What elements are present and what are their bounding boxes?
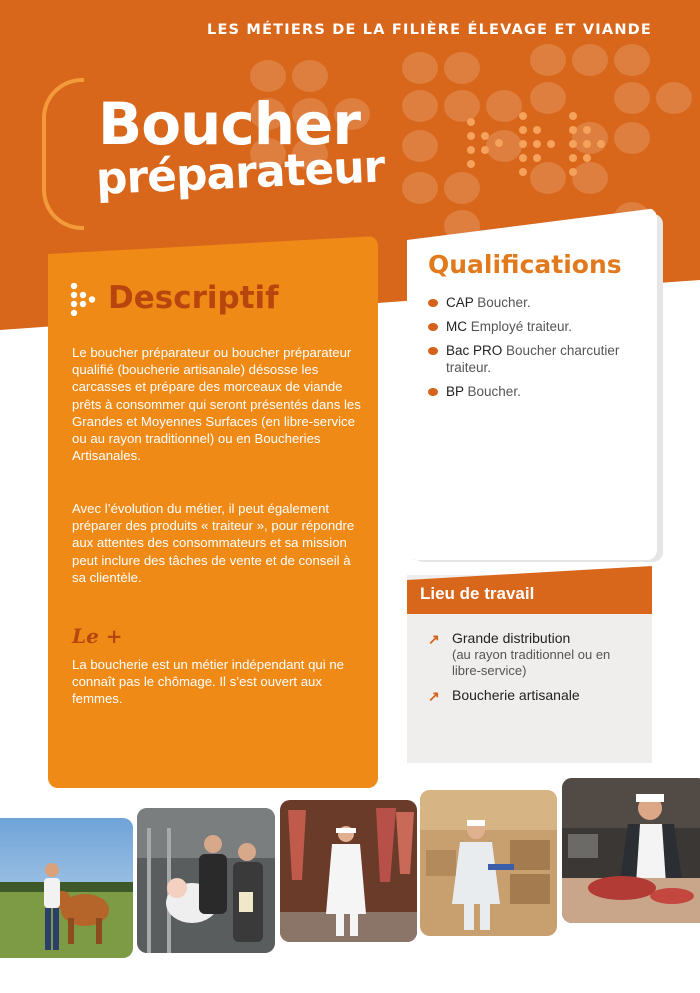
le-plus-text: La boucherie est un métier indépendant qui ne connaît pas le chômage. Il s’est ouvert aux femmes. bbox=[72, 657, 345, 707]
list-item: BP Boucher. bbox=[428, 383, 643, 400]
butcher-in-cold-room-photo bbox=[280, 800, 417, 942]
le-plus-label: Le + bbox=[72, 624, 123, 648]
arrow-icon: ↗ bbox=[428, 688, 440, 704]
title-bracket bbox=[42, 78, 84, 230]
list-item: MC Employé traiteur. bbox=[428, 318, 643, 335]
qualifications-list bbox=[428, 294, 643, 407]
descriptif-heading: Descriptif bbox=[108, 280, 279, 316]
list-item: Bac PRO Boucher charcutier traiteur. bbox=[428, 342, 643, 376]
bullet-icon bbox=[428, 323, 438, 331]
descriptif-paragraph-2: Avec l’évolution du métier, il peut également préparer des produits « traiteur », pour répondre aux attentes des consommateurs et sa mission peut inclure des tâches de vente et de conseil à sa clientèle. bbox=[72, 501, 355, 585]
list-item: ↗ Grande distribution (au rayon traditionnel ou en libre-service) bbox=[428, 630, 611, 678]
arrow-dots-icon bbox=[465, 112, 625, 182]
farmers-with-calf-photo bbox=[137, 808, 275, 953]
lieu-de-travail-list bbox=[428, 630, 638, 712]
arrow-dots-icon bbox=[70, 282, 96, 316]
list-item: ↗ Boucherie artisanale bbox=[428, 687, 580, 704]
page-title: Boucher bbox=[98, 90, 360, 158]
bullet-icon bbox=[428, 299, 438, 307]
descriptif-paragraph-1: Le boucher préparateur ou boucher préparateur qualifié (boucherie artisanale) désosse les carcasses et prépare des morceaux de viande prêts à consommer qui seront présentés dans les Grandes et Moyennes Surfaces (en libre-service ou au rayon traditionnel) ou en Boucheries Artisanales. bbox=[72, 345, 361, 464]
page-subtitle: préparateur bbox=[94, 141, 386, 205]
lieu-de-travail-heading: Lieu de travail bbox=[420, 584, 535, 603]
bullet-icon bbox=[428, 347, 438, 355]
bullet-icon bbox=[428, 388, 438, 396]
list-item: CAP Boucher. bbox=[428, 294, 643, 311]
butcher-at-counter-photo bbox=[562, 778, 700, 923]
series-title: LES MÉTIERS DE LA FILIÈRE ÉLEVAGE ET VIANDE bbox=[207, 22, 652, 38]
arrow-icon: ↗ bbox=[428, 631, 440, 647]
qualifications-heading: Qualifications bbox=[428, 250, 622, 279]
farmer-with-cow-photo bbox=[0, 818, 133, 958]
worker-in-warehouse-photo bbox=[420, 790, 557, 936]
